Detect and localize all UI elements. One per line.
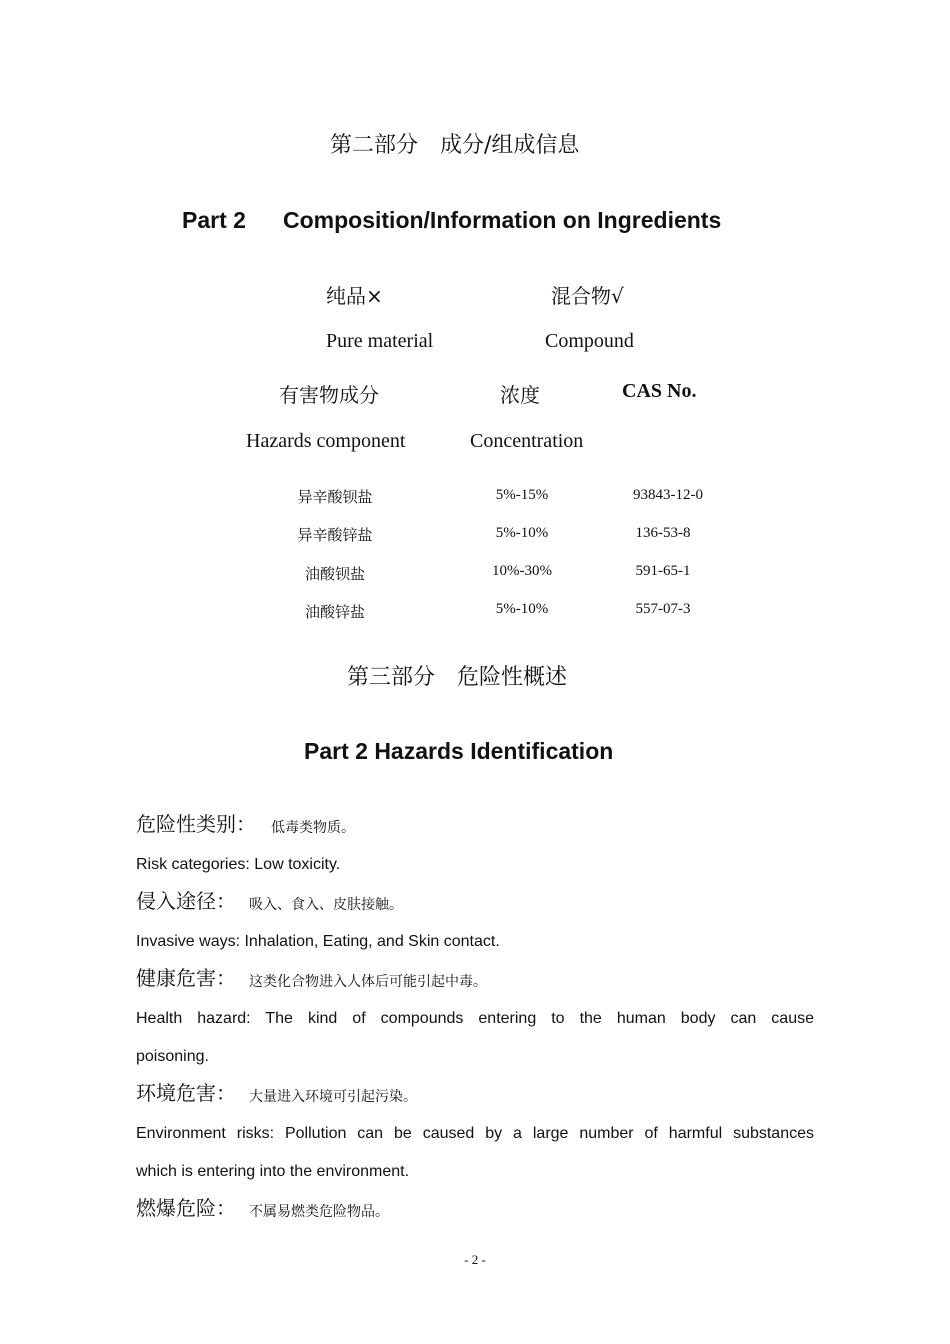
cas-cell: 557-07-3 <box>635 601 691 617</box>
cas-cell: 136-53-8 <box>635 525 691 541</box>
section2-title-en: Composition/Information on Ingredients <box>283 207 722 233</box>
concentration-cell: 5%-10% <box>495 525 549 541</box>
header-concentration-en: Concentration <box>470 430 584 452</box>
header-concentration-cn: 浓度 <box>500 383 540 407</box>
hazard-label: 环境危害： <box>136 1081 236 1105</box>
header-component-en: Hazards component <box>246 430 406 452</box>
header-component-cn: 有害物成分 <box>279 383 379 407</box>
hazard-description-en: Health hazard: The kind of compounds entering to the human body can cause <box>136 1010 814 1027</box>
cas-cell: 93843-12-0 <box>633 487 703 503</box>
section2-title-en-part: Part 2 <box>182 207 246 233</box>
hazard-description-en: Risk categories: Low toxicity. <box>136 856 341 873</box>
mixture-en: Compound <box>545 330 634 352</box>
section3-title-en: Part 2 Hazards Identification <box>304 738 614 764</box>
hazard-description-en: Invasive ways: Inhalation, Eating, and Skin contact. <box>136 933 500 950</box>
page-number: - 2 - <box>464 1252 486 1267</box>
hazard-label: 燃爆危险： <box>136 1196 236 1220</box>
pure-material-en: Pure material <box>326 330 434 352</box>
hazard-description-en: which is entering into the environment. <box>136 1163 410 1180</box>
hazard-value: 这类化合物进入人体后可能引起中毒。 <box>249 974 487 990</box>
hazard-value: 低毒类物质。 <box>271 820 355 836</box>
concentration-cell: 5%-10% <box>495 601 549 617</box>
pure-material-cn: 纯品× <box>326 284 383 308</box>
section3-title-cn: 第三部分 危险性概述 <box>347 665 568 690</box>
concentration-cell: 5%-15% <box>495 487 549 503</box>
component-cell: 异辛酸锌盐 <box>297 526 373 544</box>
hazard-label: 侵入途径： <box>136 889 236 913</box>
cas-cell: 591-65-1 <box>635 563 691 579</box>
hazard-value: 大量进入环境可引起污染。 <box>249 1089 417 1105</box>
header-cas: CAS No. <box>622 380 697 402</box>
hazard-value: 不属易燃类危险物品。 <box>249 1204 389 1220</box>
concentration-cell: 10%-30% <box>492 563 552 579</box>
hazard-value: 吸入、食入、皮肤接触。 <box>249 897 403 913</box>
mixture-cn: 混合物√ <box>551 284 624 308</box>
component-cell: 异辛酸钡盐 <box>297 488 373 506</box>
section2-title-cn: 第二部分 成分/组成信息 <box>330 133 580 158</box>
hazard-label: 危险性类别： <box>136 812 256 836</box>
component-cell: 油酸钡盐 <box>304 565 366 583</box>
component-cell: 油酸锌盐 <box>304 603 366 621</box>
hazard-label: 健康危害： <box>136 966 236 990</box>
hazard-description-en: Environment risks: Pollution can be caused by a large number of harmful substances <box>136 1125 814 1142</box>
hazard-description-en: poisoning. <box>136 1048 209 1065</box>
